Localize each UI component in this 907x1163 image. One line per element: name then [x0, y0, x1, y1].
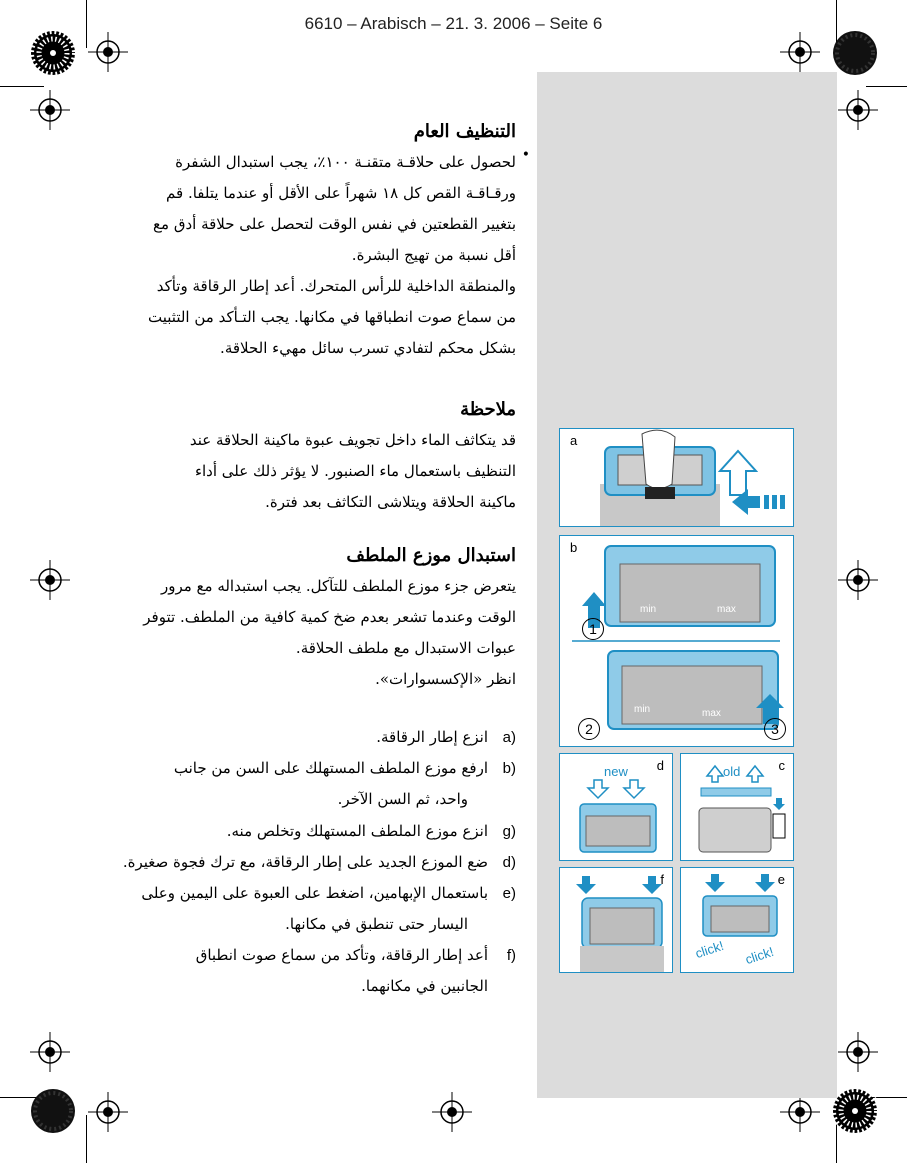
- figure-label: f: [660, 872, 664, 887]
- press-frame-illustration: [560, 868, 672, 972]
- step-text: اليسار حتى تنطبق في مكانها.: [285, 915, 468, 933]
- registration-mark-icon: [30, 1032, 70, 1072]
- click-label: click!: [693, 937, 726, 962]
- bullet-mark: •: [521, 147, 530, 163]
- section-title: التنظيف العام: [413, 121, 516, 142]
- step-text: واحد، ثم السن الآخر.: [337, 790, 468, 808]
- figure-label: e: [777, 872, 785, 887]
- page-header: 6610 – Arabisch – 21. 3. 2006 – Seite 6: [304, 14, 603, 33]
- text-line: أقل نسبة من تهيج البشرة.: [351, 246, 516, 264]
- old-label: old: [723, 764, 741, 779]
- print-rosette-icon: [832, 30, 878, 76]
- step-number-badge: 2: [578, 718, 600, 740]
- registration-mark-icon: [30, 90, 70, 130]
- step-text: ضع الموزع الجديد على إطار الرقاقة، مع ترك فجوة صغيرة.: [122, 853, 488, 871]
- step-d: [96, 847, 516, 878]
- step-number-badge: 1: [582, 618, 604, 640]
- crop-line: [86, 1115, 87, 1163]
- print-rosette-icon: [30, 1088, 76, 1134]
- text-line: بتغيير القطعتين في نفس الوقت لتحصل على حلاقة أدق مع: [153, 215, 516, 233]
- text-line: ورقـاقـة القص كل ١٨ شهراً على الأقل أو عندما يتلفا. قم: [166, 184, 516, 202]
- step-text: الجانبين في مكانهما.: [361, 977, 488, 995]
- text-line: ماكينة الحلاقة ويتلاشى التكاثف بعد فترة.: [265, 493, 516, 511]
- step-g: [96, 816, 516, 847]
- registration-mark-icon: [432, 1092, 472, 1132]
- text-line: لحصول على حلاقـة متقنـة ١٠٠٪، يجب استبدال الشفرة: [175, 153, 516, 171]
- step-label: b): [502, 760, 516, 777]
- crop-line: [0, 86, 44, 87]
- figure-label: d: [656, 758, 664, 773]
- registration-mark-icon: [88, 1092, 128, 1132]
- remove-old-illustration: [681, 754, 793, 860]
- step-number-badge: 3: [764, 718, 786, 740]
- figure-d: [559, 753, 673, 861]
- figure-label: c: [778, 758, 785, 773]
- text-line: يتعرض جزء موزع الملطف للتآكل. يجب استبداله مع مرور: [160, 577, 516, 595]
- print-rosette-icon: [832, 1088, 878, 1134]
- crop-line: [866, 86, 907, 87]
- step-label: d): [502, 854, 516, 871]
- text-line: بشكل محكم لتفادي تسرب سائل مهيء الحلاقة.: [220, 339, 516, 357]
- step-e: [96, 878, 516, 940]
- min-label: min: [640, 604, 657, 615]
- registration-mark-icon: [780, 1092, 820, 1132]
- section-replace: [100, 540, 516, 695]
- section-title: استبدال موزع الملطف: [346, 545, 516, 566]
- section-general-cleaning: [100, 116, 530, 364]
- text-line: والمنطقة الداخلية للرأس المتحرك. أعد إطار الرقاقة وتأكد: [156, 277, 516, 295]
- figure-label: b: [570, 540, 578, 555]
- registration-mark-icon: [838, 1032, 878, 1072]
- max-label: max: [717, 604, 736, 615]
- registration-mark-icon: [88, 32, 128, 72]
- text-line: انظر «الإكسسوارات».: [375, 670, 516, 688]
- new-label: new: [604, 764, 628, 779]
- push-arrow-icon: [730, 487, 790, 517]
- figure-a: [559, 428, 794, 527]
- step-label: f): [506, 947, 516, 964]
- registration-mark-icon: [838, 90, 878, 130]
- figure-f: [559, 867, 673, 973]
- text-line: قد يتكاثف الماء داخل تجويف عبوة ماكينة الحلاقة عند: [189, 431, 516, 449]
- registration-mark-icon: [30, 560, 70, 600]
- insert-new-illustration: [560, 754, 672, 860]
- print-rosette-icon: [30, 30, 76, 76]
- registration-mark-icon: [838, 560, 878, 600]
- text-line: التنظيف باستعمال ماء الصنبور. لا يؤثر ذلك على أداء: [194, 462, 516, 480]
- step-text: انزع موزع الملطف المستهلك وتخلص منه.: [226, 822, 488, 840]
- text-line: الوقت وعندما تشعر بعدم ضخ كمية كافية من الملطف. تتوفر: [143, 608, 516, 626]
- max-label: max: [702, 708, 721, 719]
- section-note: [100, 394, 516, 518]
- text-line: عبوات الاستبدال مع ملطف الحلاقة.: [295, 639, 516, 657]
- step-label: g): [502, 823, 516, 840]
- step-label: e): [502, 885, 516, 902]
- foil-frame-illustration: [560, 536, 793, 746]
- figure-c: [680, 753, 794, 861]
- step-text: ارفع موزع الملطف المستهلك على السن من جانب: [173, 759, 488, 777]
- figure-label: a: [570, 433, 578, 448]
- min-label: min: [634, 704, 651, 715]
- registration-mark-icon: [780, 32, 820, 72]
- step-a: [96, 722, 516, 753]
- figure-b: [559, 535, 794, 747]
- step-text: انزع إطار الرقاقة.: [376, 728, 488, 746]
- step-text: أعد إطار الرقاقة، وتأكد من سماع صوت انطباق: [195, 946, 488, 964]
- step-b: [96, 753, 516, 815]
- step-label: a): [502, 729, 516, 746]
- figure-e: [680, 867, 794, 973]
- section-title: ملاحظة: [460, 399, 516, 420]
- crop-line: [86, 0, 87, 48]
- text-line: من سماع صوت انطباقها في مكانها. يجب التـأكد من التثبيت: [148, 308, 516, 326]
- step-text: باستعمال الإبهامين، اضغط على العبوة على اليمين وعلى: [141, 884, 488, 902]
- click-label: click!: [743, 943, 776, 968]
- step-f: [96, 940, 516, 1002]
- section-body: [100, 147, 530, 364]
